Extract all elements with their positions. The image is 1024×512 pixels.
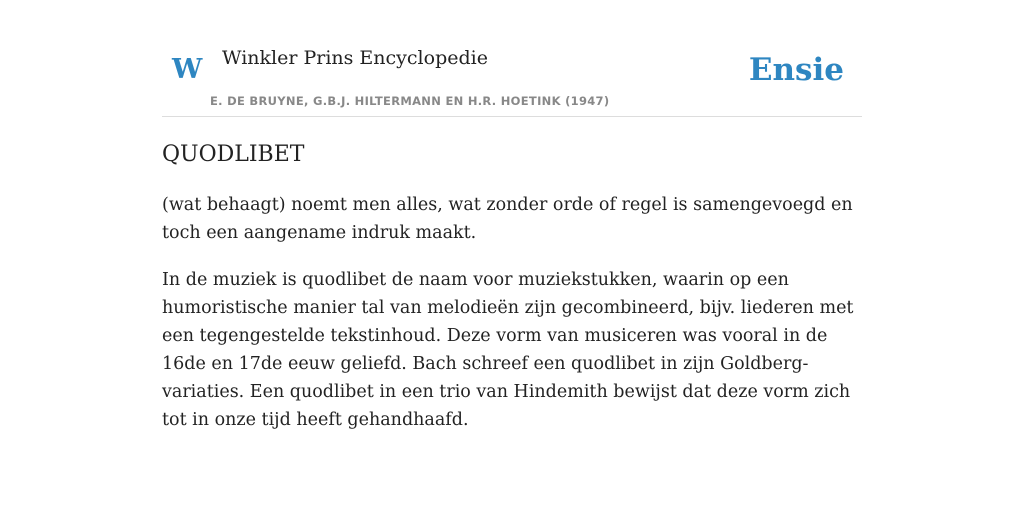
entry-paragraph: In de muziek is quodlibet de naam voor muziekstukken, waarin op een humoristische manier tal van melodieën zijn gecombineerd, bijv. liederen met een tegengestelde tekstinhoud. Deze vorm van musiceren was vooral in de 16de en 17de eeuw geliefd. Bach schreef een quodlibet in zijn Goldberg-variaties. Een quodlibet in een trio van Hindemith bewijst dat deze vorm zich tot in onze tijd heeft gehandhaafd. <box>162 270 854 430</box>
entry-body <box>162 191 862 453</box>
source-logo[interactable]: W <box>172 54 203 85</box>
source-title[interactable]: Winkler Prins Encyclopedie <box>222 47 488 69</box>
source-header <box>162 0 862 117</box>
source-authors: E. DE BRUYNE, G.B.J. HILTERMANN EN H.R. HOETINK (1947) <box>210 94 610 108</box>
page-container <box>162 0 862 430</box>
brand-logo-link[interactable]: Ensie <box>748 52 844 88</box>
entry-paragraph: (wat behaagt) noemt men alles, wat zonder orde of regel is samengevoegd en toch een aangename indruk maakt. <box>162 195 853 243</box>
entry-title: QUODLIBET <box>162 142 305 167</box>
